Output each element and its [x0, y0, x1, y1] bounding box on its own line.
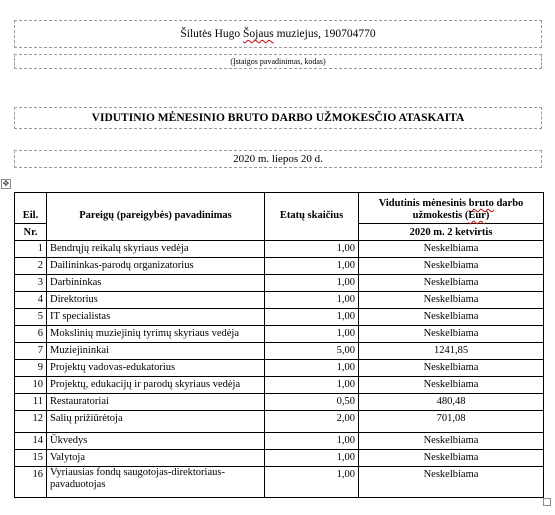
table-row [15, 467, 544, 498]
position-cell: Dailininkas-parodų organizatorius [47, 258, 265, 275]
column-header-position: Pareigų (pareigybės) pavadinimas [47, 193, 265, 241]
column-header-salary [359, 193, 544, 224]
institution-caption: (Įstaigos pavadinimas, kodas) [14, 54, 542, 69]
table-header-row [15, 193, 544, 224]
row-number: 11 [15, 394, 47, 411]
table-resize-handle[interactable] [543, 498, 551, 506]
staff-count-cell: 1,00 [265, 377, 359, 394]
institution-name-after: muziejus, 190704770 [273, 28, 376, 40]
salary-cell: Neskelbiama [359, 275, 544, 292]
staff-count-cell: 1,00 [265, 450, 359, 467]
report-date-field[interactable]: 2020 m. liepos 20 d. [14, 150, 542, 168]
staff-count-cell: 1,00 [265, 275, 359, 292]
column-header-staff-count: Etatų skaičius [265, 193, 359, 241]
table-row [15, 433, 544, 450]
table-row [15, 394, 544, 411]
salary-header-eur: Eur [468, 210, 486, 221]
table-row [15, 343, 544, 360]
table-row [15, 275, 544, 292]
position-cell: Darbininkas [47, 275, 265, 292]
institution-name-field[interactable] [14, 20, 542, 48]
table-row [15, 377, 544, 394]
position-cell: Projektų vadovas-edukatorius [47, 360, 265, 377]
table-row [15, 258, 544, 275]
salary-cell: Neskelbiama [359, 377, 544, 394]
table-row [15, 309, 544, 326]
staff-count-cell: 0,50 [265, 394, 359, 411]
salary-cell: Neskelbiama [359, 292, 544, 309]
salary-cell: Neskelbiama [359, 309, 544, 326]
staff-count-cell: 5,00 [265, 343, 359, 360]
salary-header-part-a: Vidutinis mėnesinis [378, 198, 469, 209]
salary-cell: 1241,85 [359, 343, 544, 360]
table-row [15, 450, 544, 467]
salary-cell: Neskelbiama [359, 326, 544, 343]
column-header-no: Eil. [15, 193, 47, 224]
row-number: 5 [15, 309, 47, 326]
table-row [15, 326, 544, 343]
salary-cell: Neskelbiama [359, 258, 544, 275]
row-number: 16 [15, 467, 47, 498]
salary-cell: Neskelbiama [359, 360, 544, 377]
salary-cell: 480,48 [359, 394, 544, 411]
table-row [15, 360, 544, 377]
salary-header-part-c: darbo užmokestis ( [412, 198, 524, 221]
staff-count-cell: 1,00 [265, 309, 359, 326]
column-header-period: 2020 m. 2 ketvirtis [359, 224, 544, 241]
staff-count-cell: 1,00 [265, 258, 359, 275]
position-cell: Bendrųjų reikalų skyriaus vedėja [47, 241, 265, 258]
staff-count-cell: 1,00 [265, 241, 359, 258]
position-cell: Valytoja [47, 450, 265, 467]
staff-count-cell: 1,00 [265, 467, 359, 498]
row-number: 6 [15, 326, 47, 343]
institution-name-misspelled: Šojaus [243, 28, 274, 40]
position-cell: Salių prižiūrėtoja [47, 411, 265, 433]
row-number: 2 [15, 258, 47, 275]
position-cell: Direktorius [47, 292, 265, 309]
salary-cell: Neskelbiama [359, 241, 544, 258]
staff-count-cell: 1,00 [265, 433, 359, 450]
table-row [15, 292, 544, 309]
row-number: 9 [15, 360, 47, 377]
institution-name-before: Šilutės Hugo [180, 28, 244, 40]
salary-header-part-e: ) [485, 210, 490, 221]
staff-count-cell: 1,00 [265, 292, 359, 309]
table-row [15, 241, 544, 258]
staff-count-cell: 1,00 [265, 360, 359, 377]
row-number: 10 [15, 377, 47, 394]
position-cell: Restauratoriai [47, 394, 265, 411]
position-cell: Vyriausias fondų saugotojas-direktoriaus-pavaduotojas [47, 467, 265, 498]
position-cell: Projektų, edukacijų ir parodų skyriaus vedėja [47, 377, 265, 394]
staff-count-cell: 2,00 [265, 411, 359, 433]
row-number: 1 [15, 241, 47, 258]
staff-count-cell: 1,00 [265, 326, 359, 343]
salary-header-bruto: bruto [468, 198, 494, 209]
salary-cell: Neskelbiama [359, 467, 544, 498]
salary-cell: 701,08 [359, 411, 544, 433]
row-number: 12 [15, 411, 47, 433]
column-header-nr: Nr. [15, 224, 47, 241]
table-move-handle-icon[interactable]: ✥ [2, 179, 10, 188]
row-number: 15 [15, 450, 47, 467]
row-number: 3 [15, 275, 47, 292]
table-row [15, 411, 544, 433]
report-title: VIDUTINIO MĖNESINIO BRUTO DARBO UŽMOKESČIO ATASKAITA [14, 107, 542, 129]
position-cell: Mokslinių muziejinių tyrimų skyriaus vedėja [47, 326, 265, 343]
salary-cell: Neskelbiama [359, 450, 544, 467]
row-number: 7 [15, 343, 47, 360]
salary-report-table [14, 192, 544, 498]
position-cell: IT specialistas [47, 309, 265, 326]
row-number: 14 [15, 433, 47, 450]
salary-cell: Neskelbiama [359, 433, 544, 450]
position-cell: Muziejininkai [47, 343, 265, 360]
row-number: 4 [15, 292, 47, 309]
position-cell: Ūkvedys [47, 433, 265, 450]
